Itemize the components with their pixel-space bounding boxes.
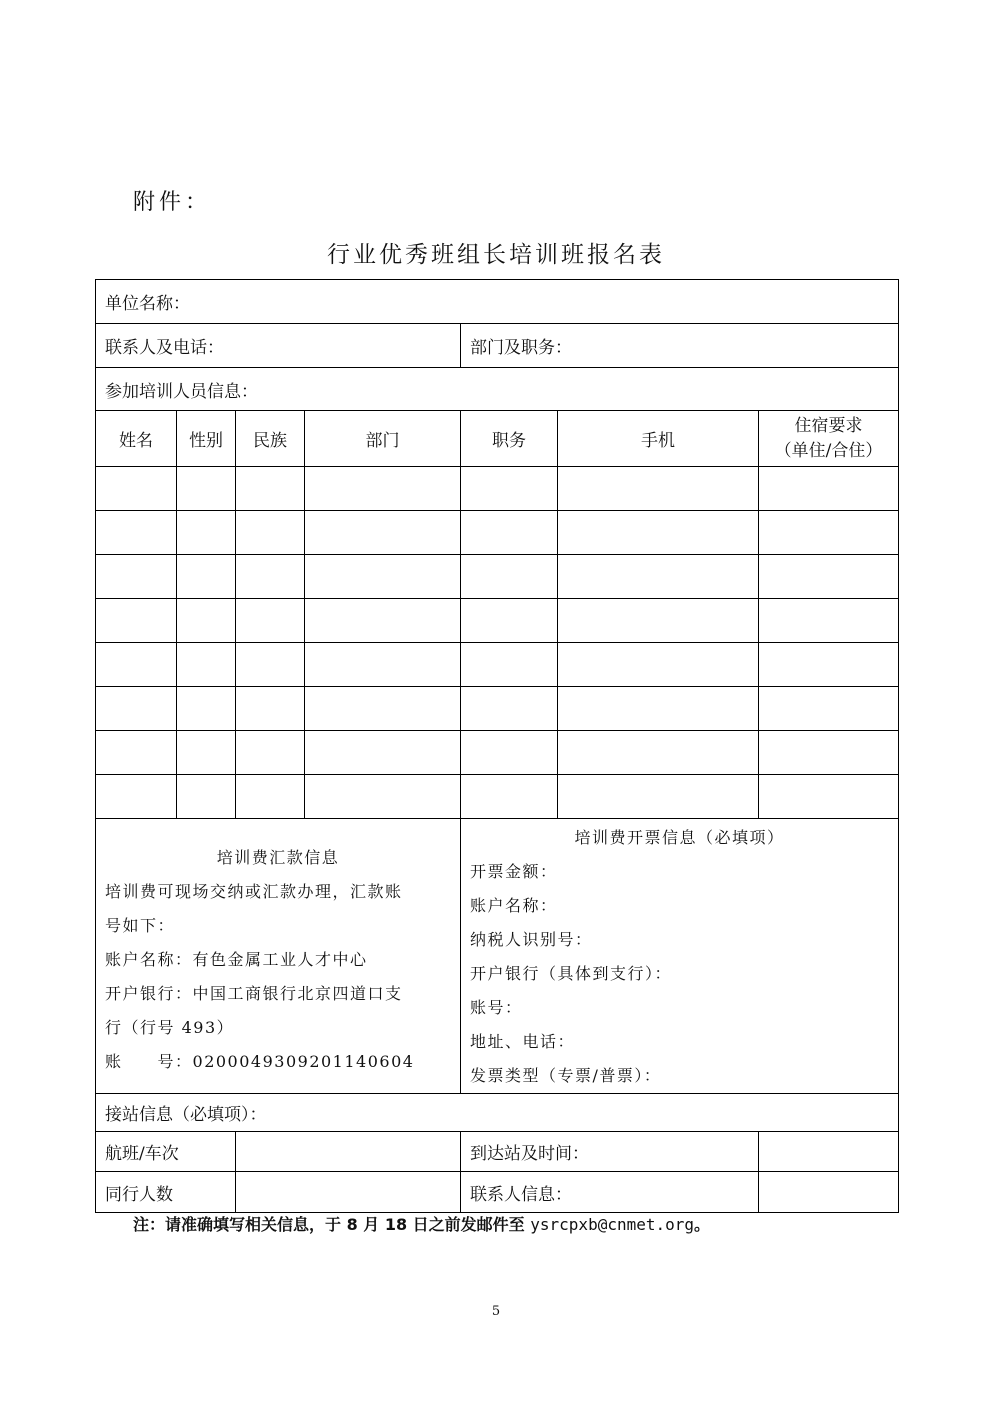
participant-gender-cell[interactable] — [177, 643, 236, 687]
participant-phone-cell[interactable] — [558, 467, 759, 511]
participant-gender-cell[interactable] — [177, 599, 236, 643]
contact-info-label: 联系人信息： — [470, 1184, 572, 1205]
participant-name-cell[interactable] — [96, 731, 177, 775]
participant-ethnicity-cell[interactable] — [236, 555, 305, 599]
col-header-gender: 性别 — [177, 411, 236, 467]
remit-line: 号如下： — [105, 916, 176, 935]
participant-name-cell[interactable] — [96, 555, 177, 599]
submission-note — [133, 1212, 710, 1235]
participant-department-cell[interactable] — [305, 467, 461, 511]
participant-row — [96, 511, 899, 555]
participant-row — [96, 643, 899, 687]
invoice-address-phone-field[interactable]: 地址、电话： — [470, 1032, 576, 1051]
col-header-lodging — [759, 411, 899, 467]
participant-lodging-cell[interactable] — [759, 775, 899, 819]
participant-department-cell[interactable] — [305, 731, 461, 775]
participant-gender-cell[interactable] — [177, 511, 236, 555]
arrival-label-cell — [461, 1132, 759, 1172]
participant-phone-cell[interactable] — [558, 599, 759, 643]
participant-row — [96, 775, 899, 819]
invoice-type-field[interactable]: 发票类型（专票/普票）： — [470, 1066, 662, 1085]
remit-account-number — [105, 1045, 451, 1079]
invoice-bank-field[interactable]: 开户银行（具体到支行）： — [470, 964, 673, 983]
invoice-account-name-field[interactable]: 账户名称： — [470, 896, 558, 915]
companions-input-cell[interactable] — [236, 1172, 461, 1213]
participant-gender-cell[interactable] — [177, 731, 236, 775]
remit-info-section — [96, 819, 461, 1094]
invoice-account-no-field[interactable]: 账号： — [470, 998, 523, 1017]
participant-phone-cell[interactable] — [558, 775, 759, 819]
dept-position-label: 部门及职务： — [470, 338, 572, 358]
companions-label-cell — [96, 1172, 236, 1213]
remit-account-number-value: 0200049309201140604 — [192, 1052, 415, 1071]
flight-input-cell[interactable] — [236, 1132, 461, 1172]
participant-name-cell[interactable] — [96, 775, 177, 819]
participant-ethnicity-cell[interactable] — [236, 731, 305, 775]
invoice-amount-field[interactable]: 开票金额： — [470, 862, 558, 881]
flight-label-cell — [96, 1132, 236, 1172]
participant-lodging-cell[interactable] — [759, 731, 899, 775]
participant-ethnicity-cell[interactable] — [236, 511, 305, 555]
participant-position-cell[interactable] — [461, 775, 558, 819]
remit-account-name: 账户名称：有色金属工业人才中心 — [105, 950, 368, 969]
participant-row — [96, 687, 899, 731]
participant-department-cell[interactable] — [305, 599, 461, 643]
participant-gender-cell[interactable] — [177, 555, 236, 599]
arrival-input-cell[interactable] — [759, 1132, 899, 1172]
remit-bank: 开户银行：中国工商银行北京四道口支 — [105, 984, 403, 1003]
flight-label: 航班/车次 — [105, 1144, 179, 1164]
col-header-department: 部门 — [305, 411, 461, 467]
participant-gender-cell[interactable] — [177, 687, 236, 731]
unit-name-field[interactable] — [96, 280, 899, 324]
participant-ethnicity-cell[interactable] — [236, 643, 305, 687]
col-header-phone: 手机 — [558, 411, 759, 467]
col-header-position: 职务 — [461, 411, 558, 467]
participant-name-cell[interactable] — [96, 687, 177, 731]
participant-department-cell[interactable] — [305, 511, 461, 555]
remit-line: 培训费可现场交纳或汇款办理，汇款账 — [105, 882, 403, 901]
participant-row — [96, 467, 899, 511]
participant-name-cell[interactable] — [96, 599, 177, 643]
participant-lodging-cell[interactable] — [759, 687, 899, 731]
participant-position-cell[interactable] — [461, 687, 558, 731]
col-header-ethnicity: 民族 — [236, 411, 305, 467]
participant-position-cell[interactable] — [461, 467, 558, 511]
participant-name-cell[interactable] — [96, 467, 177, 511]
participant-name-cell[interactable] — [96, 511, 177, 555]
participant-phone-cell[interactable] — [558, 643, 759, 687]
contact-info-input-cell[interactable] — [759, 1172, 899, 1213]
lodging-line2: （单住/合住） — [774, 440, 883, 461]
participant-lodging-cell[interactable] — [759, 511, 899, 555]
participant-phone-cell[interactable] — [558, 731, 759, 775]
participant-lodging-cell[interactable] — [759, 599, 899, 643]
page-number: 5 — [491, 1304, 501, 1319]
participant-row — [96, 599, 899, 643]
participant-row — [96, 731, 899, 775]
participant-position-cell[interactable] — [461, 555, 558, 599]
note-text: 注：请准确填写相关信息，于 8 月 18 日之前发邮件至 — [133, 1215, 531, 1234]
participant-gender-cell[interactable] — [177, 775, 236, 819]
participants-header-row — [96, 411, 899, 467]
remit-bank-branch: 行（行号 493） — [105, 1018, 235, 1037]
participant-row — [96, 555, 899, 599]
participant-position-cell[interactable] — [461, 511, 558, 555]
form-title: 行业优秀班组长培训班报名表 — [327, 242, 665, 268]
invoice-taxpayer-id-field[interactable]: 纳税人识别号： — [470, 930, 593, 949]
participants-label: 参加培训人员信息： — [105, 381, 258, 402]
companions-label: 同行人数 — [105, 1184, 173, 1205]
participant-department-cell[interactable] — [305, 643, 461, 687]
participant-lodging-cell[interactable] — [759, 643, 899, 687]
participant-position-cell[interactable] — [461, 731, 558, 775]
arrival-label: 到达站及时间： — [470, 1144, 589, 1164]
participant-name-cell[interactable] — [96, 643, 177, 687]
participant-department-cell[interactable] — [305, 775, 461, 819]
attachment-label: 附件： — [133, 190, 212, 215]
contact-info-label-cell — [461, 1172, 759, 1213]
participant-department-cell[interactable] — [305, 687, 461, 731]
participant-gender-cell[interactable] — [177, 467, 236, 511]
remit-account-number-label: 账 号： — [105, 1052, 193, 1071]
invoice-heading: 培训费开票信息（必填项） — [574, 828, 785, 847]
pickup-heading: 接站信息（必填项）： — [105, 1105, 267, 1125]
contact-label: 联系人及电话： — [105, 338, 224, 358]
participant-position-cell[interactable] — [461, 599, 558, 643]
registration-form-table — [95, 279, 899, 1213]
participant-ethnicity-cell[interactable] — [236, 775, 305, 819]
participant-phone-cell[interactable] — [558, 687, 759, 731]
remit-heading: 培训费汇款信息 — [216, 848, 340, 867]
participant-ethnicity-cell[interactable] — [236, 687, 305, 731]
participant-ethnicity-cell[interactable] — [236, 599, 305, 643]
pickup-section — [96, 1094, 899, 1132]
dept-position-field[interactable] — [461, 324, 899, 368]
participants-section — [96, 368, 899, 411]
participant-department-cell[interactable] — [305, 555, 461, 599]
contact-field[interactable] — [96, 324, 461, 368]
contact-email-link[interactable]: ysrcpxb@cnmet.org — [530, 1215, 695, 1234]
participant-lodging-cell[interactable] — [759, 555, 899, 599]
participant-ethnicity-cell[interactable] — [236, 467, 305, 511]
col-header-name: 姓名 — [96, 411, 177, 467]
note-suffix: 。 — [694, 1215, 711, 1234]
participant-lodging-cell[interactable] — [759, 467, 899, 511]
lodging-line1: 住宿要求 — [794, 415, 863, 436]
participant-phone-cell[interactable] — [558, 555, 759, 599]
participant-phone-cell[interactable] — [558, 511, 759, 555]
participant-position-cell[interactable] — [461, 643, 558, 687]
unit-name-label: 单位名称： — [105, 294, 190, 314]
invoice-info-section — [461, 819, 899, 1094]
